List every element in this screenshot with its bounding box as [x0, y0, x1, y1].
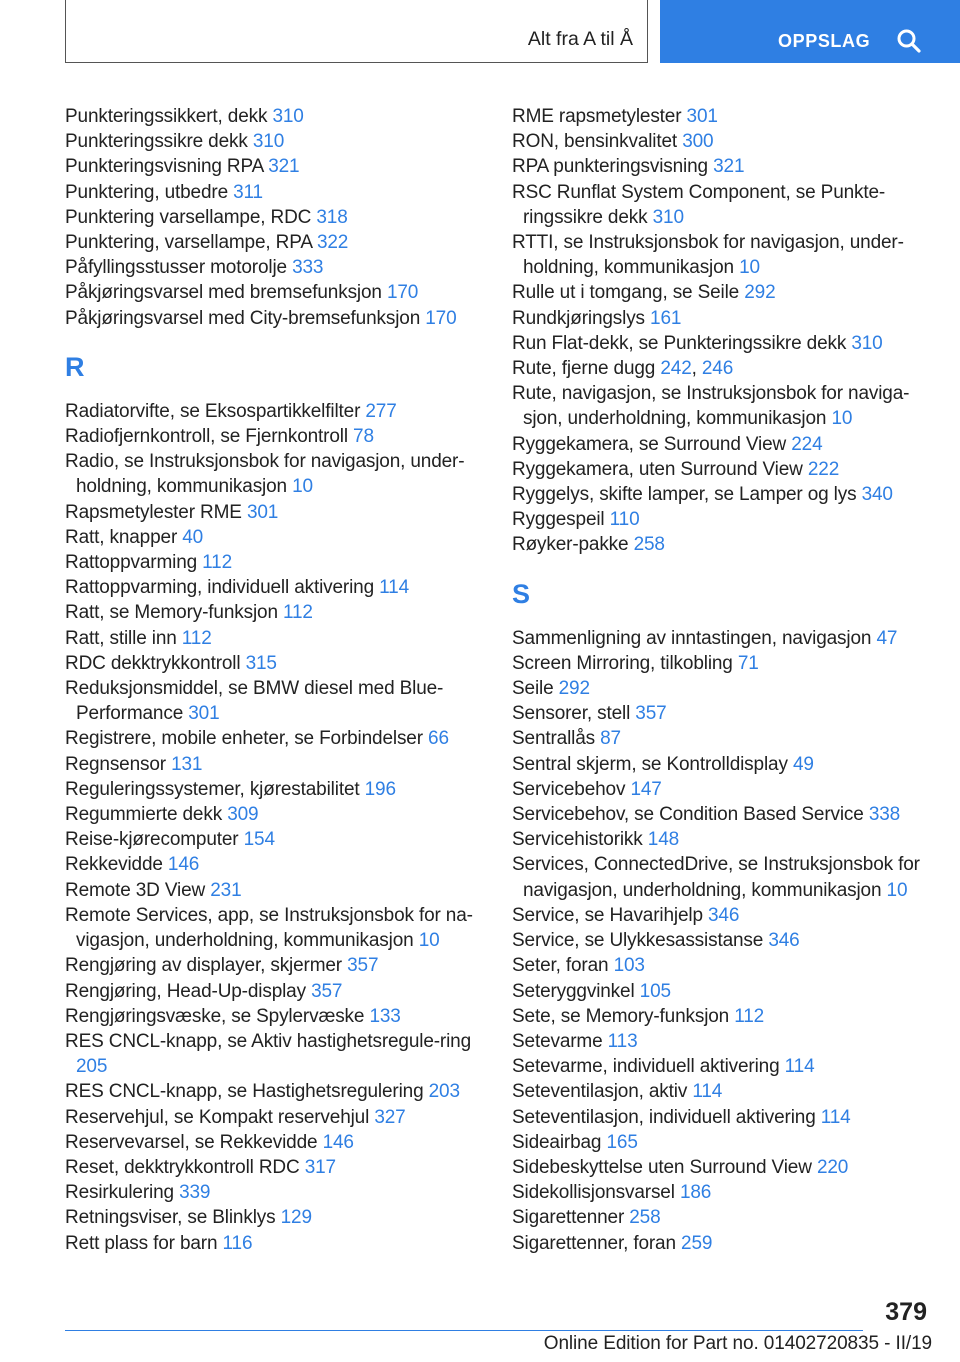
index-entry: [512, 1029, 932, 1054]
page-link[interactable]: 310: [272, 106, 304, 127]
index-entry: [512, 928, 932, 953]
page-link[interactable]: 131: [171, 753, 203, 775]
index-entry: [65, 802, 485, 827]
index-entry: [512, 180, 932, 230]
index-entry: [65, 1004, 485, 1029]
page-link[interactable]: 10: [418, 930, 440, 952]
index-entry-text: Resirkulering: [65, 1182, 174, 1204]
page-link[interactable]: 71: [737, 652, 759, 674]
index-entry-text: Rengjøringsvæske, se Spylervæske: [65, 1005, 365, 1027]
page-link[interactable]: 220: [816, 1156, 849, 1178]
page-link[interactable]: 112: [181, 627, 212, 649]
page-number: 379: [885, 1298, 927, 1326]
index-entry: [512, 1054, 932, 1079]
index-entry-text: Punkteringsvisning RPA: [65, 156, 264, 178]
page-link[interactable]: 116: [222, 1232, 253, 1254]
index-entry-text: Punktering, utbedre: [65, 181, 228, 203]
index-entry: [512, 626, 932, 651]
index-entry: [512, 1180, 932, 1205]
index-entry: [512, 651, 932, 676]
page-link[interactable]: 258: [633, 534, 665, 556]
page-link[interactable]: 318: [316, 206, 348, 228]
index-entry-text: Ryggelys, skifte lamper, se Lamper og lys: [512, 484, 857, 506]
page-link[interactable]: 112: [202, 552, 233, 574]
page-link[interactable]: 346: [708, 904, 740, 926]
index-entry-text: Røyker-pakke: [512, 534, 629, 556]
index-entry: [512, 381, 932, 431]
index-entry: [65, 550, 485, 575]
page-link[interactable]: 66: [428, 728, 449, 750]
index-entry: [65, 525, 485, 550]
index-entry-text: RON, bensinkvalitet: [512, 131, 678, 153]
page-link[interactable]: 321: [713, 156, 745, 178]
footer-divider: [65, 1330, 863, 1331]
index-entry-text: RES CNCL-knapp, se Aktiv hastighetsregule‐ring: [65, 1030, 472, 1052]
page-link[interactable]: 129: [280, 1207, 312, 1229]
index-entry-text: Rute, navigasjon, se Instruksjonsbok for naviga‐sjon, underholdning, kommunikasjon: [512, 383, 910, 430]
index-entry: [512, 1130, 932, 1155]
index-entry: [512, 306, 932, 331]
index-entry: [512, 752, 932, 777]
index-entry: [65, 104, 485, 129]
index-entry: [512, 230, 932, 280]
index-entry-text: Sensorer, stell: [512, 703, 631, 725]
index-entry: [512, 1105, 932, 1130]
index-entry: [512, 1155, 932, 1180]
index-entry: [512, 953, 932, 978]
index-entry: [65, 205, 485, 230]
index-entry-text: Påkjøringsvarsel med bremsefunksjon: [65, 282, 382, 304]
index-entry: [65, 500, 485, 525]
index-entry: [65, 903, 485, 953]
index-entry-text: Ryggekamera, se Surround View: [512, 433, 787, 455]
page-link[interactable]: 186: [679, 1182, 712, 1204]
index-letter-heading: S: [512, 578, 531, 609]
search-icon: [896, 28, 922, 54]
index-letter-heading: R: [65, 351, 85, 382]
lookup-button-label: OPPSLAG: [778, 31, 871, 51]
index-entry-text: Radio, se Instruksjonsbok for navigasjon, under‐holdning, kommunikasjon: [65, 451, 465, 498]
page-link[interactable]: 322: [316, 232, 349, 254]
page-link[interactable]: 357: [347, 955, 379, 977]
page-link[interactable]: 47: [876, 627, 898, 649]
index-entry-text: Seter, foran: [512, 955, 609, 977]
page-link[interactable]: 112: [283, 602, 313, 624]
lookup-button[interactable]: [660, 0, 960, 63]
index-entry-text: RES CNCL-knapp, se Hastighetsregulering: [65, 1081, 424, 1103]
index-entry: [512, 1004, 932, 1029]
index-entry: [65, 1180, 485, 1205]
page-link[interactable]: 333: [292, 257, 324, 279]
index-entry: [65, 1130, 485, 1155]
page-link[interactable]: 87: [600, 728, 621, 750]
page-link[interactable]: 242: [660, 358, 692, 380]
page-link[interactable]: 357: [311, 980, 343, 1002]
index-entry-text: Påfyllingsstusser motorolje: [65, 257, 287, 279]
index-entry: [512, 482, 932, 507]
page-link[interactable]: 346: [768, 930, 800, 952]
page-link[interactable]: 49: [792, 753, 814, 775]
index-entry: [65, 1205, 485, 1230]
index-entry: [512, 507, 932, 532]
index-entry: [512, 432, 932, 457]
page-link[interactable]: 339: [179, 1182, 211, 1204]
footer-edition: Online Edition for Part no. 01402720835 - II/19: [543, 1333, 932, 1354]
index-entry: [512, 129, 932, 154]
page-link[interactable]: 114: [379, 577, 409, 599]
index-entry: [512, 1205, 932, 1230]
index-entry: [65, 424, 485, 449]
page-link[interactable]: 231: [210, 879, 242, 901]
page-link[interactable]: 300: [682, 131, 714, 153]
index-entry-text: Remote Services, app, se Instruksjonsbok for na‐vigasjon, underholdning, kommunikasjon: [65, 904, 473, 952]
page-link[interactable]: 113: [607, 1030, 638, 1052]
page-link[interactable]: 292: [558, 678, 590, 700]
index-entry: [65, 852, 485, 877]
index-entry-text: Punkteringssikre dekk: [65, 131, 248, 153]
index-entry-text: Rute, fjerne dugg: [512, 358, 656, 380]
index-entry: [512, 701, 932, 726]
page-link[interactable]: 327: [374, 1106, 406, 1128]
index-entry: [65, 1029, 485, 1079]
index-entry-text: Rundkjøringslys: [512, 307, 645, 329]
index-entry: [65, 1155, 485, 1180]
index-column-left: [65, 104, 485, 1256]
index-entry-text: Punkteringssikkert, dekk: [65, 106, 268, 127]
index-entry-text: Service, se Ulykkesassistanse: [512, 930, 764, 952]
page-link[interactable]: 309: [227, 804, 259, 826]
index-entry-text: Radiofjernkontroll, se Fjernkontroll: [65, 426, 348, 448]
page-link[interactable]: 165: [606, 1131, 638, 1153]
page-link[interactable]: 114: [820, 1106, 851, 1128]
index-entry: [65, 1105, 485, 1130]
index-entry: [65, 827, 485, 852]
index-entry: [65, 726, 485, 751]
index-entry: [65, 626, 485, 651]
index-entry-text: Sammenligning av inntastingen, navigasjon: [512, 627, 872, 649]
page-link[interactable]: 112: [734, 1005, 765, 1027]
index-entry-text: Reservevarsel, se Rekkevidde: [65, 1131, 318, 1153]
index-entry: [65, 1079, 485, 1104]
index-entry: [65, 575, 485, 600]
index-entry: [65, 777, 485, 802]
page-link[interactable]: 110: [609, 509, 640, 531]
page-link[interactable]: 170: [386, 282, 419, 304]
index-entry-text: Rulle ut i tomgang, se Seile: [512, 282, 740, 304]
index-entry: [65, 280, 485, 305]
index-entry: [512, 903, 932, 928]
index-entry-text: Setevarme, individuell aktivering: [512, 1056, 780, 1078]
index-entry-text: Rengjøring av displayer, skjermer: [65, 955, 342, 977]
index-entry: [512, 280, 932, 305]
index-entry-text: Ratt, stille inn: [65, 627, 177, 649]
index-entry-text: RSC Runflat System Component, se Punkte‐ringssikre dekk: [512, 181, 886, 228]
index-entry: [512, 777, 932, 802]
index-entry-text: Punktering, varsellampe, RPA: [65, 232, 312, 254]
section-tab[interactable]: [65, 0, 648, 63]
index-entry: [65, 306, 485, 331]
index-entry-text: Påkjøringsvarsel med City-bremsefunksjon: [65, 307, 421, 329]
index-entry: [65, 676, 485, 726]
index-entry-text: Rattoppvarming: [65, 552, 198, 574]
index-entry-text: Seteventilasjon, individuell aktivering: [512, 1106, 816, 1128]
index-entry-text: Sete, se Memory-funksjon: [512, 1005, 730, 1027]
index-entry-text: Screen Mirroring, tilkobling: [512, 652, 733, 674]
page-link[interactable]: 147: [630, 778, 662, 800]
page-link[interactable]: 310: [252, 131, 285, 153]
page-link[interactable]: 114: [784, 1056, 815, 1078]
index-entry: [65, 154, 485, 179]
index-entry-text: Sideairbag: [512, 1131, 602, 1153]
index-entry-text: Service, se Havarihjelp: [512, 904, 703, 926]
index-entry-text: Reservehjul, se Kompakt reservehjul: [65, 1106, 370, 1128]
page-link[interactable]: 310: [851, 332, 883, 354]
section-tab-label: Alt fra A til Å: [527, 28, 633, 50]
index-entry-text: Rattoppvarming, individuell aktivering: [65, 577, 375, 599]
page-link[interactable]: 78: [353, 426, 374, 448]
page-link[interactable]: 357: [635, 703, 667, 725]
index-entry-text: Regummierte dekk: [65, 804, 223, 826]
page-link[interactable]: 277: [365, 400, 397, 422]
index-entry: [512, 1079, 932, 1104]
page-link[interactable]: 103: [613, 955, 645, 977]
index-entry-text: Ryggekamera, uten Surround View: [512, 458, 803, 480]
index-entry-text: Reset, dekktrykkontroll RDC: [65, 1156, 300, 1178]
index-entry-text: Sigarettenner: [512, 1207, 625, 1229]
index-entry: [65, 651, 485, 676]
index-entry-text: Rekkevidde: [65, 854, 163, 876]
page-link[interactable]: 105: [639, 980, 671, 1002]
index-entry: [512, 852, 932, 902]
index-entry: [512, 726, 932, 751]
page-link[interactable]: 133: [369, 1005, 401, 1027]
page-link[interactable]: 224: [791, 433, 823, 455]
page-link[interactable]: 301: [246, 501, 279, 523]
index-entry-text: Seile: [512, 678, 554, 700]
page-link[interactable]: 315: [245, 652, 277, 674]
page-link[interactable]: 146: [167, 854, 200, 876]
page-link[interactable]: 301: [188, 703, 220, 725]
index-entry: [65, 979, 485, 1004]
page-link[interactable]: 10: [739, 257, 760, 279]
page-link[interactable]: 258: [629, 1207, 661, 1229]
index-entry: [65, 1231, 485, 1256]
index-entry-text: Sentrallås: [512, 728, 595, 750]
index-entry-text: Reduksjonsmiddel, se BMW diesel med Blue‐Performance: [65, 678, 444, 725]
index-entry: [65, 129, 485, 154]
index-entry: [512, 532, 932, 557]
page-link[interactable]: 148: [647, 829, 680, 851]
page-link[interactable]: 321: [268, 156, 300, 178]
index-entry-text: Retningsviser, se Blinklys: [65, 1207, 276, 1229]
index-column-right: [512, 104, 932, 1256]
index-entry-text: Setevarme: [512, 1030, 603, 1052]
index-entry: [65, 399, 485, 424]
index-entry: [512, 827, 932, 852]
index-entry-text: Servicebehov: [512, 778, 626, 800]
page-link[interactable]: 170: [425, 307, 457, 329]
index-entry: [65, 449, 485, 499]
index-entry-text: Reise-kjørecomputer: [65, 829, 239, 851]
page-link[interactable]: 196: [364, 778, 396, 800]
index-entry: [512, 802, 932, 827]
page-link[interactable]: 246: [701, 358, 734, 380]
index-entry-text: Reguleringssystemer, kjørestabilitet: [65, 778, 360, 800]
index-entry-text: Sidebeskyttelse uten Surround View: [512, 1156, 812, 1178]
page-link[interactable]: 338: [868, 804, 901, 826]
index-entry: [65, 752, 485, 777]
index-entry: [512, 1231, 932, 1256]
index-entry-text: Punktering varsellampe, RDC: [65, 206, 312, 228]
index-entry-text: Ryggespeil: [512, 509, 605, 531]
index-entry: [65, 230, 485, 255]
index-entry-text: Radiatorvifte, se Eksospartikkelfilter: [65, 400, 361, 422]
index-entry-text: Remote 3D View: [65, 879, 206, 901]
index-entry-text: Sidekollisjonsvarsel: [512, 1182, 675, 1204]
index-entry-text: Registrere, mobile enheter, se Forbindelser: [65, 728, 423, 750]
page-link[interactable]: 10: [831, 408, 853, 430]
page-link[interactable]: 340: [861, 484, 893, 506]
index-entry-text: Ratt, se Memory-funksjon: [65, 602, 278, 624]
index-entry: [65, 878, 485, 903]
page-link[interactable]: 317: [304, 1156, 336, 1178]
index-entry-text: Sigarettenner, foran: [512, 1232, 676, 1254]
page-link[interactable]: 205: [76, 1056, 108, 1078]
index-entry: [512, 331, 932, 356]
index-entry-text: Run Flat-dekk, se Punkteringssikre dekk: [512, 332, 847, 354]
page-link[interactable]: 10: [292, 476, 313, 498]
index-entry-text: RME rapsmetylester: [512, 106, 682, 127]
index-entry-text: Seteventilasjon, aktiv: [512, 1081, 688, 1103]
index-entry-text: Servicehistorikk: [512, 829, 643, 851]
page-link[interactable]: 203: [428, 1081, 460, 1103]
index-entry: [512, 154, 932, 179]
page-link[interactable]: 114: [692, 1081, 723, 1103]
index-entry: [512, 457, 932, 482]
page-link[interactable]: 301: [686, 106, 718, 127]
page-link[interactable]: 40: [182, 526, 204, 548]
index-entry: Rute, fjerne dugg 242, 246: [512, 358, 734, 380]
index-entry-text: Services, ConnectedDrive, se Instruksjonsbok for navigasjon, underholdning, kommunikasjon: [512, 854, 920, 901]
index-entry: [65, 953, 485, 978]
page-link[interactable]: 259: [681, 1232, 713, 1254]
page-link[interactable]: 292: [744, 282, 776, 304]
index-entry-text: Sentral skjerm, se Kontrolldisplay: [512, 753, 788, 775]
page-link[interactable]: 10: [886, 879, 908, 901]
index-entry-text: RDC dekktrykkontroll: [65, 652, 241, 674]
index-entry-text: Rett plass for barn: [65, 1232, 218, 1254]
index-entry: [512, 979, 932, 1004]
index-entry-text: Rapsmetylester RME: [65, 501, 242, 523]
page-link[interactable]: 146: [322, 1131, 354, 1153]
page-link[interactable]: 222: [807, 458, 840, 480]
index-entry: [512, 676, 932, 701]
index-entry-text: RTTI, se Instruksjonsbok for navigasjon, under‐holdning, kommunikasjon: [512, 232, 904, 279]
page-link[interactable]: 311: [233, 181, 263, 203]
index-entry-text: Regnsensor: [65, 753, 166, 775]
index-entry-text: Seteryggvinkel: [512, 980, 635, 1002]
page-link[interactable]: 154: [243, 829, 275, 851]
index-entry-text: Servicebehov, se Condition Based Service: [512, 804, 864, 826]
index-entry-text: RPA punkteringsvisning: [512, 156, 708, 178]
page-link[interactable]: 310: [652, 206, 684, 228]
index-entry-text: Rengjøring, Head-Up-display: [65, 980, 306, 1002]
index-entry: [512, 104, 932, 129]
index-entry: [65, 180, 485, 205]
index-entry: [65, 600, 485, 625]
index-entry-text: Ratt, knapper: [65, 526, 178, 548]
index-entry: [65, 255, 485, 280]
page-link[interactable]: 161: [650, 307, 682, 329]
